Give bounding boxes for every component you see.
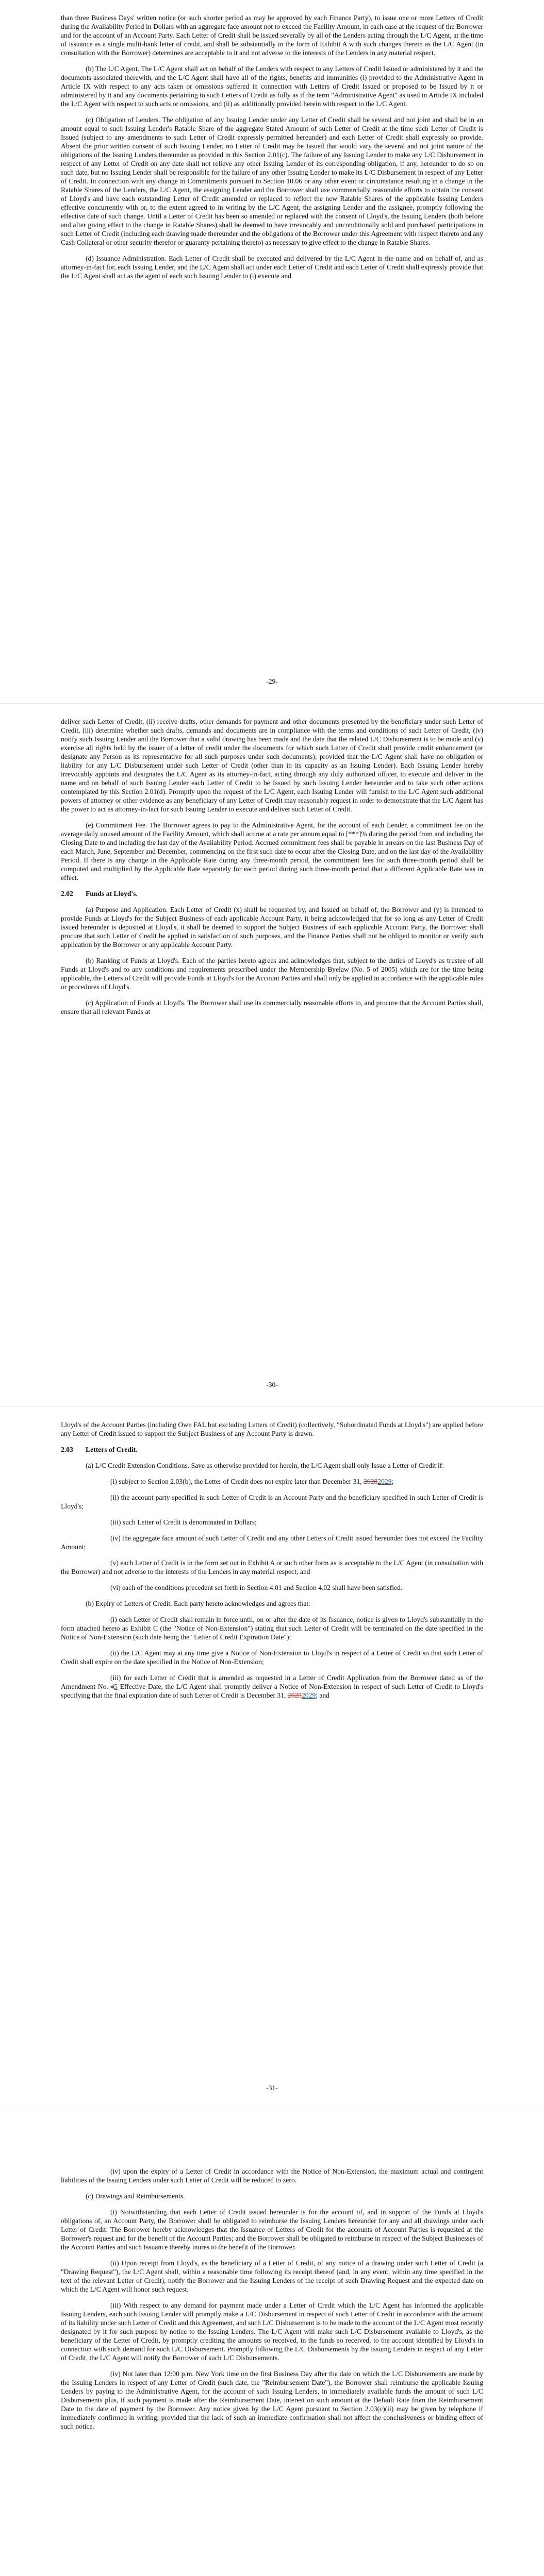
paragraph-a-purpose: (a) Purpose and Application. Each Letter of Credit (x) shall be requested by, and Issued on behalf of, the Borrower and (y) is intended to provide Funds at Lloyd's for the Subject Business of each applicable Account Party, it being acknowledged that for so long as any Letter of Credit issued hereunder is deposited at Lloyd's, it shall be deemed to support the Subject Business of each applicable Account Party, the Borrower shall procure that such Letter of Credit be applied in satisfaction of such purposes, and the Finance Parties shall not be obliged to monitor or verify such application by the Borrower or any applicable Account Party. bbox=[61, 906, 483, 948]
condition-v: (v) each Letter of Credit is in the form set out in Exhibit A or such other form as is acceptable to the L/C Agent (in consultation with the Borrower) and not adverse to the interests of the Lenders in any material respect; and bbox=[61, 1559, 483, 1575]
condition-iii: (iii) such Letter of Credit is denominated in Dollars; bbox=[110, 1518, 257, 1526]
deleted-text: 4 bbox=[110, 1683, 114, 1690]
page-number: -31- bbox=[266, 2084, 278, 2092]
condition-vi: (vi) each of the conditions precedent set forth in Section 4.01 and Section 4.02 shall have been satisfied. bbox=[110, 1584, 403, 1591]
section-number: 2.03 bbox=[61, 1446, 73, 1453]
expiry-iii-text: (iii) for each Letter of Credit that is amended as requested in a Letter of Credit Application from the Borrower dated as of the Amendment No. bbox=[61, 1674, 483, 1690]
section-heading-2-03 bbox=[61, 1445, 483, 1454]
condition-i bbox=[61, 1477, 483, 1486]
paragraph: than three Business Days' written notice (or such shorter period as may be approved by each Finance Party), to issue one or more Letters of Credit during the Availability Period in Dollars with an aggregate face amount not to exceed the Facility Amount, in each case at the request of the Borrower and for the account of an Account Party. Each Letter of Credit shall be issued severally by all of the Lenders acting through the L/C Agent, at the time of issuance as a single multi-bank letter of credit, and shall be substantially in the form of Exhibit A with such changes therein as the L/C Agent (in consultation with the Borrower) determines are acceptable to it and not adverse to the interests of the Lenders in any material respect. bbox=[61, 14, 483, 57]
drawings-iii: (iii) With respect to any demand for payment made under a Letter of Credit which the L/C Agent has informed the applicable Issuing Lenders, each such Issuing Lender will promptly make a L/C Disbursement in respect of such Letter of Credit in accordance with the amount of its liability under such Letter of Credit and this Agreement, and such L/C Disbursement is to be made to the account of the L/C Agent most recently designated by it for such purpose by notice to the Issuing Lenders. The L/C Agent will make such L/C Disbursement available to Lloyd's, as the beneficiary of the Letter of Credit, by promptly crediting the amounts so received, in the funds so received, to the account identified by Lloyd's in connection with such demand for such L/C Disbursement. Promptly following the L/C Disbursements by the Issuing Lenders in respect of any Letter of Credit, the L/C Agent will notify the Borrower of such L/C Disbursements. bbox=[61, 2301, 483, 2362]
drawings-iv: (iv) Not later than 12:00 p.m. New York time on the first Business Day after the date on which the L/C Disbursements are made by the Issuing Lenders in respect of any Letter of Credit (such date, the "Reimbursement Date"), the Borrower shall reimburse the applicable Issuing Lenders by paying to the Administrative Agent, for the account of such Issuing Lenders, in immediately available funds the amount of such L/C Disbursements plus, if such payment is made after the Reimbursement Date, interest on such amount at the Default Rate from the Reimbursement Date to the date of payment by the Borrower. Any notice given by the L/C Agent pursuant to Section 2.03(c)(ii) may be given by telephone if immediately confirmed in writing; provided that the lack of such an immediate confirmation shall not affect the conclusiveness or binding effect of such notice. bbox=[61, 2370, 483, 2430]
page-number: -30- bbox=[266, 1381, 278, 1388]
paragraph-c-drawings: (c) Drawings and Reimbursements. bbox=[86, 2192, 185, 2200]
paragraph-b-ranking: (b) Ranking of Funds at Lloyd's. Each of the parties hereto agrees and acknowledges that, subject to the duties of Lloyd's as trustee of all Funds at Lloyd's and to any conditions and requirements prescribed under the Membership Byelaw (No. 5 of 2005) which are for the time being applicable, the Letters of Credit will provide Funds at Lloyd's for the Account Parties and shall only be applied in accordance with the applicable rules or procedures of Lloyd's. bbox=[61, 957, 483, 991]
condition-ii: (ii) the account party specified in such Letter of Credit is an Account Party and the beneficiary specified in such Letter of Credit is Lloyd's; bbox=[61, 1494, 483, 1510]
page-30-body bbox=[61, 717, 483, 1023]
section-title: Funds at Lloyd's. bbox=[86, 890, 138, 897]
section-heading-2-02 bbox=[61, 889, 483, 898]
paragraph-b-lc-agent: (b) The L/C Agent. The L/C Agent shall act on behalf of the Lenders with respect to any Letters of Credit Issued or administered by it and the documents associated therewith, and the L/C Agent shall have all of the rights, benefits and immunities (i) provided to the Administrative Agent in Article IX with respect to any acts taken or omissions suffered in connection with Letters of Credit Issued or proposed to be Issued by it or administered by it and any documents pertaining to such Letters of Credit as fully as if the term "Administrative Agent" as used in Article IX included the L/C Agent with respect to such acts or omissions, and (ii) as additionally provided herein with respect to the L/C Agent. bbox=[61, 65, 483, 108]
deleted-text: 2028 bbox=[364, 1478, 378, 1485]
section-number: 2.02 bbox=[61, 890, 73, 897]
page-31 bbox=[0, 1406, 544, 2110]
condition-i-text: (i) subject to Section 2.03(b), the Letter of Credit does not expire later than December 31, bbox=[110, 1478, 362, 1485]
condition-iv: (iv) the aggregate face amount of such Letter of Credit and any other Letters of Credit issued hereunder does not exceed the Facility Amount; bbox=[61, 1534, 483, 1551]
page-32-body bbox=[61, 2167, 483, 2438]
page-30 bbox=[0, 703, 544, 1406]
paragraph-b-expiry: (b) Expiry of Letters of Credit. Each party hereto acknowledges and agrees that: bbox=[86, 1600, 310, 1607]
condition-i-end: ; bbox=[391, 1478, 394, 1485]
paragraph-a-conditions: (a) L/C Credit Extension Conditions. Save as otherwise provided for herein, the L/C Agent shall only Issue a Letter of Credit if: bbox=[86, 1462, 444, 1469]
deleted-text: 2028 bbox=[287, 1691, 302, 1699]
page-number: -29- bbox=[266, 677, 278, 685]
expiry-iv: (iv) upon the expiry of a Letter of Credit in accordance with the Notice of Non-Extension, the maximum actual and contingent liabilities of the Issuing Lenders under such Letter of Credit will be reduced to zero. bbox=[61, 2167, 483, 2184]
inserted-text: 2029 bbox=[301, 1691, 316, 1699]
drawings-i: (i) Notwithstanding that each Letter of Credit issued hereunder is for the account of, and in support of the Funds at Lloyd's obligations of, an Account Party, the Borrower shall be obligated to reimburse the Issuing Lenders hereunder for any and all drawings under each Letter of Credit. The Borrower hereby acknowledges that the Issuance of Letters of Credit for the accounts of Account Parties is requested at the Borrower's request and for the benefit of the Account Parties; and the Borrower shall be obligated to reimburse in respect of the Subject Businesses of the Account Parties and such Issuance thereby inures to the benefit of the Borrower. bbox=[61, 2208, 483, 2251]
expiry-iii bbox=[61, 1673, 483, 1700]
paragraph: deliver such Letter of Credit, (ii) receive drafts, other demands for payment and other documents presented by the beneficiary under such Letter of Credit, (iii) determine whether such drafts, demands and documents are in compliance with the terms and conditions of such Letter of Credit, (iv) notify such Issuing Lender and the Borrower that a valid drawing has been made and the date that the related L/C Disbursement is to be made and (v) exercise all rights held by the issuer of a letter of credit under the documents for which such Letter of Credit shall provide credit enhancement (or designate any Person as its representative for all such purposes under such documents); provided that the L/C Agent shall have no obligation or liability for any L/C Disbursement under such Letter of Credit (other than in its capacity as an Issuing Lender). Each Issuing Lender hereby irrevocably appoints and designates the L/C Agent as its attorney-in-fact, acting through any duly authorized officer, to execute and deliver in the name and on behalf of such Issuing Lender each Letter of Credit to be Issued by such Issuing Lender hereunder and to take such other actions contemplated by this Section 2.01(d). Promptly upon the request of the L/C Agent, each Issuing Lender will furnish to the L/C Agent such additional powers of attorney or other evidence as any beneficiary of any Letter of Credit may reasonably request in order to demonstrate that the L/C Agent has the power to act as attorney-in-fact for such Issuing Lender to execute and deliver such Letter of Credit. bbox=[61, 718, 483, 813]
expiry-i: (i) each Letter of Credit shall remain in force until, on or after the date of its Issuance, notice is given to Lloyd's substantially in the form attached hereto as Exhibit C (the "Notice of Non-Extension") stating that such Letter of Credit will be terminated on the date specified in the Notice of Non-Extension (such date being the "Letter of Credit Expiration Date"); bbox=[61, 1616, 483, 1641]
paragraph: Lloyd's of the Account Parties (including Own FAL but excluding Letters of Credit) (collectively, "Subordinated Funds at Lloyd's") are applied before any Letter of Credit issued to support the Subject Business of any Account Party is drawn. bbox=[61, 1421, 483, 1437]
paragraph-d-issuance-administration: (d) Issuance Administration. Each Letter of Credit shall be executed and delivered by the L/C Agent in the name and on behalf of, and as attorney-in-fact for, each Issuing Lender, and the L/C Agent shall act under each Letter of Credit and each Letter of Credit shall expressly provide that the L/C Agent shall act as the agent of each such Issuing Lender to (i) execute and bbox=[61, 255, 483, 280]
paragraph-e-commitment-fee: (e) Commitment Fee. The Borrower agrees to pay to the Administrative Agent, for the account of each Lender, a commitment fee on the average daily unused amount of the Facility Amount, which shall accrue at a rate per annum equal to [***]% during the period from and including the Closing Date to and including the last day of the Availability Period. Accrued commitment fees shall be payable in arrears on the last Business Day of each March, June, September and December, commencing on the first such date to occur after the Closing Date, and on the last day of the Availability Period. If there is any change in the Applicable Rate during any three-month period, the commitment fees for such three-month period shall be computed and multiplied by the Applicable Rate separately for each period during such three-month period that a different Applicable Rate was in effect. bbox=[61, 821, 483, 882]
paragraph-c-obligation-of-lenders: (c) Obligation of Lenders. The obligation of any Issuing Lender under any Letter of Credit shall be several and not joint and shall be in an amount equal to such Issuing Lender's Ratable Share of the aggregate Stated Amount of such Letter of Credit at the time such Letter of Credit is Issued (subject to any amendments to such Letter of Credit expressly permitted hereunder) and each Letter of Credit shall expressly so provide. Absent the prior written consent of such Issuing Lender, no Letter of Credit may be Issued that would vary the several and not joint nature of the obligations of the Issuing Lenders thereunder as provided in this Section 2.01(c). The failure of any Issuing Lender to make any L/C Disbursement in respect of any Letter of Credit on any date shall not relieve any other Issuing Lender of its corresponding obligation, if any, hereunder to do so on such date, but no Issuing Lender shall be responsible for the failure of any other Issuing Lender to make its L/C Disbursement in respect of any Letter of Credit. In connection with any change in Commitments pursuant to Section 10.06 or any other event or circumstance resulting in a change in the Ratable Shares of the Lenders, the L/C Agent, the assigning Lender and the Borrower shall use commercially reasonable efforts to obtain the consent of Lloyd's and have each outstanding Letter of Credit amended or replaced to reflect the new Ratable Shares of the applicable Issuing Lenders effective concurrently with or, to the extent agreed to in writing by the L/C Agent, the assigning Lender and the assignee, promptly following the effective date of such change. Until a Letter of Credit has been so amended or replaced with the consent of Lloyd's, the Issuing Lenders (both before and after giving effect to the change in Ratable Shares) shall be deemed to have irrevocably and unconditionally sold and purchased participations in such Letter of Credit (including each drawing made thereunder and the obligations of the Borrower under this Agreement with respect thereto and any Cash Collateral or other security therefor or guaranty pertaining thereto) as necessary to give effect to the change in Ratable Shares. bbox=[61, 116, 483, 246]
paragraph-c-application: (c) Application of Funds at Lloyd's. The Borrower shall use its commercially reasonable efforts to, and procure that the Account Parties shall, ensure that all relevant Funds at bbox=[61, 999, 483, 1015]
expiry-iii-end: ; and bbox=[316, 1691, 329, 1699]
expiry-ii: (ii) the L/C Agent may at any time give a Notice of Non-Extension to Lloyd's in respect of a Letter of Credit so that such Letter of Credit shall expire on the date specified in the Notice of Non-Extension; bbox=[61, 1649, 483, 1666]
page-32 bbox=[0, 2110, 544, 2576]
inserted-text: 2029 bbox=[377, 1478, 392, 1485]
page-29-body bbox=[61, 13, 483, 287]
page-31-body bbox=[61, 1420, 483, 1707]
inserted-text: 5 bbox=[114, 1683, 118, 1690]
page-29 bbox=[0, 0, 544, 703]
section-title: Letters of Credit. bbox=[86, 1446, 138, 1453]
expiry-iii-text-2: Effective Date, the L/C Agent shall promptly deliver a Notice of Non-Extension in respect of such Letter of Credit to Lloyd's specifying that the final expiration date of such Letter of Credit is December 31, bbox=[61, 1683, 483, 1699]
drawings-ii: (ii) Upon receipt from Lloyd's, as the beneficiary of a Letter of Credit, of any notice of a drawing under such Letter of Credit (a "Drawing Request"), the L/C Agent shall, within a reasonable time following its receipt thereof (and, in any event, within any time specified in the text of the relevant Letter of Credit), notify the Borrower and the Issuing Lenders of the receipt of such Drawing Request and the expected date on which the L/C Agent will honor such request. bbox=[61, 2259, 483, 2293]
